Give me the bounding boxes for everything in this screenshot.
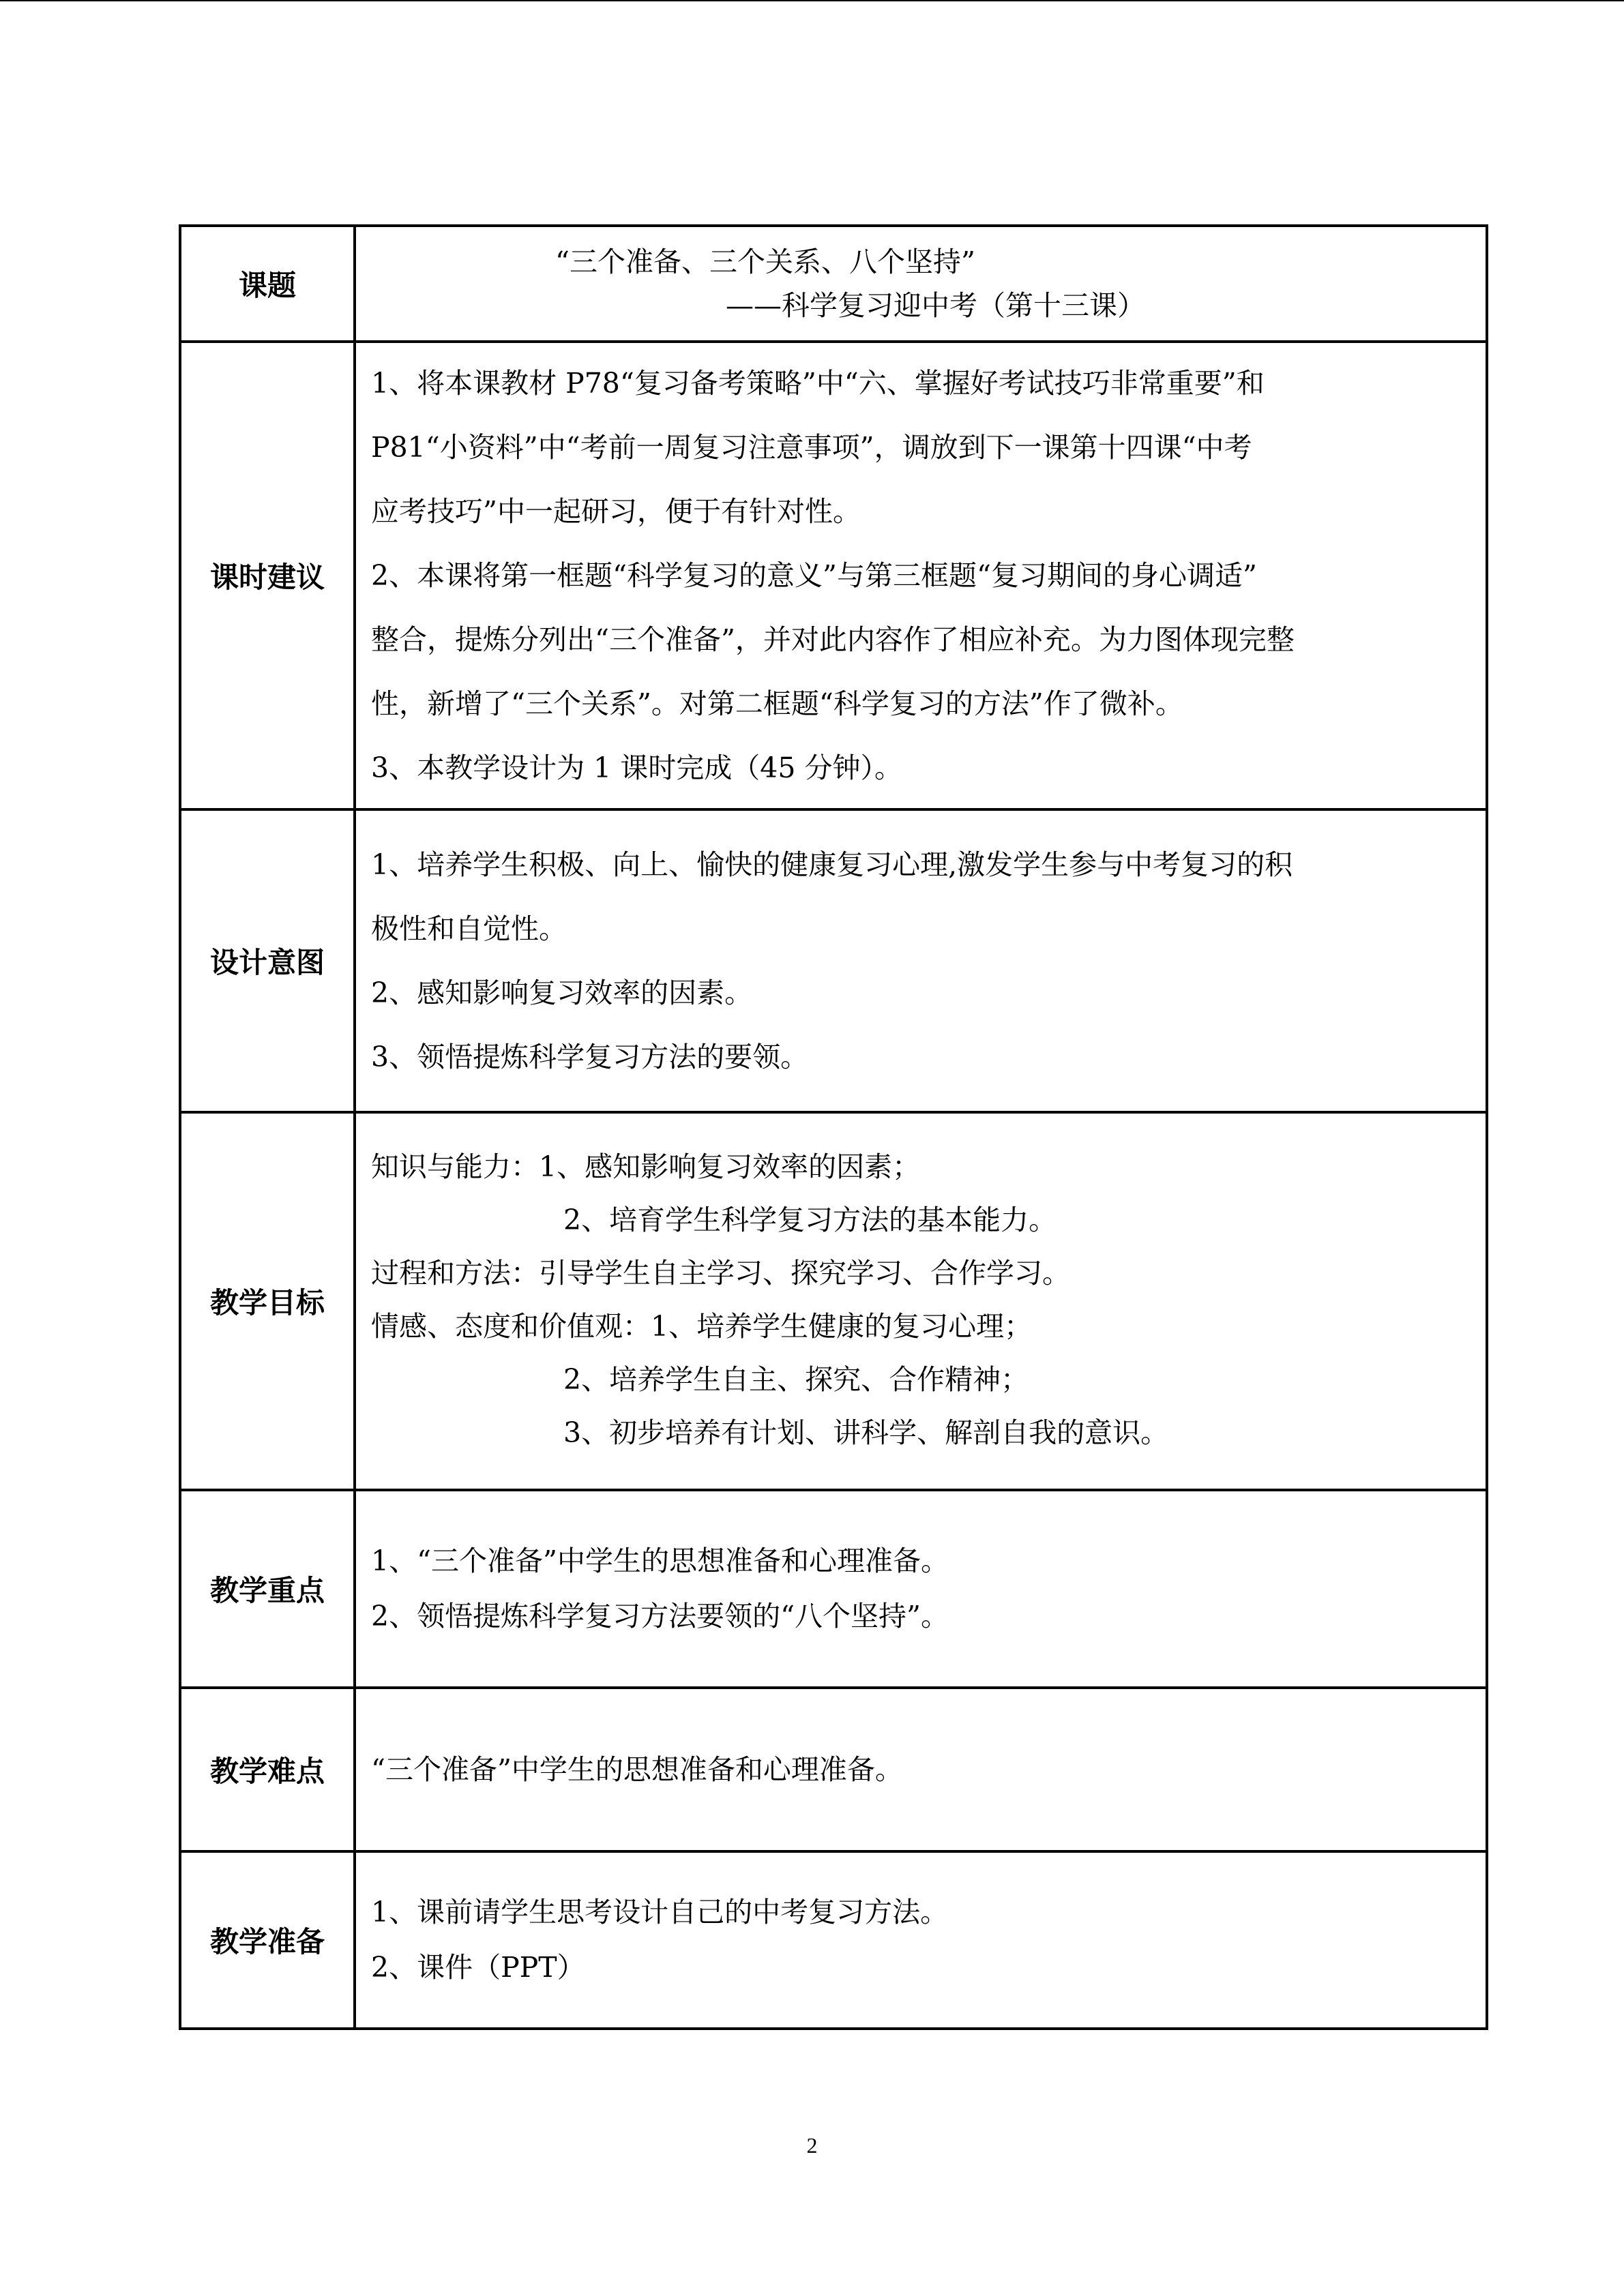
text-line: 整合，提炼分列出“三个准备”，并对此内容作了相应补充。为力图体现完整 — [371, 623, 1295, 656]
text-line: 3、本教学设计为 1 课时完成（45 分钟）。 — [371, 751, 902, 784]
label-design-intent: 设计意图 — [180, 809, 355, 1112]
text-line: 2、课件（PPT） — [371, 1951, 585, 1984]
label-topic: 课题 — [180, 226, 355, 342]
lesson-plan-table — [179, 224, 1488, 2030]
content-key-points — [355, 1490, 1487, 1688]
label-key-points: 教学重点 — [180, 1490, 355, 1688]
row-difficult-points — [180, 1688, 1487, 1851]
text-line: 知识与能力：1、感知影响复习效率的因素； — [371, 1150, 921, 1183]
text-line: 2、培育学生科学复习方法的基本能力。 — [563, 1204, 1057, 1236]
text-line: 3、初步培养有计划、讲科学、解剖自我的意识。 — [563, 1416, 1169, 1449]
content-topic — [355, 226, 1487, 342]
label-class-hours: 课时建议 — [180, 342, 355, 809]
text-line: P81“小资料”中“考前一周复习注意事项”，调放到下一课第十四课“中考 — [371, 431, 1252, 464]
row-key-points — [180, 1490, 1487, 1688]
text-line: 性，新增了“三个关系”。对第二框题“科学复习的方法”作了微补。 — [371, 687, 1183, 720]
page-number: 2 — [806, 2133, 818, 2158]
label-difficult-points: 教学难点 — [180, 1688, 355, 1851]
text-line: 极性和自觉性。 — [371, 912, 567, 945]
label-preparation: 教学准备 — [180, 1851, 355, 2029]
text-line: 2、培养学生自主、探究、合作精神； — [563, 1363, 1029, 1396]
topic-subtitle: ——科学复习迎中考（第十三课） — [726, 289, 1145, 322]
text-line: 2、领悟提炼科学复习方法要领的“八个坚持”。 — [371, 1600, 949, 1632]
text-line: 1、培养学生积极、向上、愉快的健康复习心理,激发学生参与中考复习的积 — [371, 848, 1293, 881]
content-design-intent — [355, 809, 1487, 1112]
content-class-hours — [355, 342, 1487, 809]
text-line: 应考技巧”中一起研习，便于有针对性。 — [371, 495, 861, 528]
text-line: 2、本课将第一框题“科学复习的意义”与第三框题“复习期间的身心调适” — [371, 559, 1257, 592]
text-line: 过程和方法：引导学生自主学习、探究学习、合作学习。 — [371, 1257, 1070, 1289]
top-border-line — [0, 0, 1624, 1]
content-preparation — [355, 1851, 1487, 2029]
row-class-hours — [180, 342, 1487, 809]
text-line: 1、将本课教材 P78“复习备考策略”中“六、掌握好考试技巧非常重要”和 — [371, 367, 1265, 400]
row-teaching-goals — [180, 1112, 1487, 1490]
text-line: 3、领悟提炼科学复习方法的要领。 — [371, 1041, 809, 1073]
text-line: 1、课前请学生思考设计自己的中考复习方法。 — [371, 1896, 949, 1928]
row-preparation — [180, 1851, 1487, 2029]
content-difficult-points — [355, 1688, 1487, 1851]
topic-title: “三个准备、三个关系、八个坚持” — [555, 245, 975, 278]
text-line: 1、“三个准备”中学生的思想准备和心理准备。 — [371, 1545, 949, 1577]
text-line: 情感、态度和价值观：1、培养学生健康的复习心理； — [371, 1310, 1033, 1343]
content-teaching-goals — [355, 1112, 1487, 1490]
row-topic — [180, 226, 1487, 342]
text-line: 2、感知影响复习效率的因素。 — [371, 976, 753, 1009]
text-line: “三个准备”中学生的思想准备和心理准备。 — [371, 1753, 903, 1786]
label-teaching-goals: 教学目标 — [180, 1112, 355, 1490]
row-design-intent — [180, 809, 1487, 1112]
